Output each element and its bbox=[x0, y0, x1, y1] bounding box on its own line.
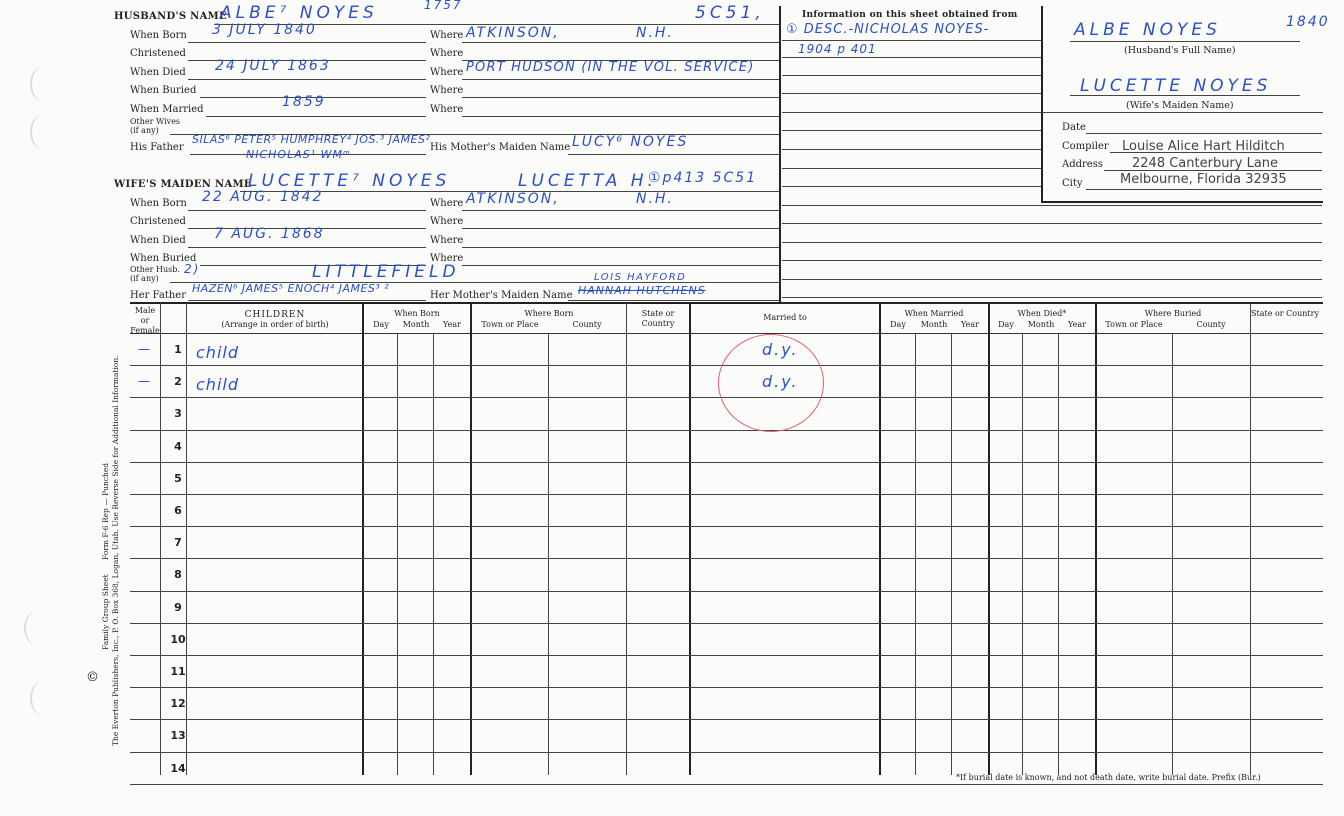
husband-married-label: When Married bbox=[130, 104, 204, 115]
copyright-mark: © bbox=[86, 670, 99, 685]
table-row bbox=[130, 624, 1323, 656]
husband-buried-label: When Buried bbox=[130, 85, 197, 96]
compiler-name: Louise Alice Hart Hilditch bbox=[1122, 139, 1285, 154]
header-buried-county: County bbox=[1196, 320, 1226, 329]
row-number: 3 bbox=[174, 407, 182, 421]
side-sheet-title: Family Group Sheet bbox=[101, 574, 110, 650]
husband-father-line2: NICHOLAS¹ WMᵐ bbox=[246, 148, 351, 161]
husband-born-state: N.H. bbox=[636, 25, 674, 41]
header-born-month: Month bbox=[402, 320, 430, 329]
address: 2248 Canterbury Lane bbox=[1132, 156, 1279, 171]
table-row bbox=[130, 463, 1323, 495]
wife-christened-label: Christened bbox=[130, 216, 186, 227]
wife-buried-label: When Buried bbox=[130, 253, 197, 264]
header-born-state: State or Country bbox=[641, 309, 675, 328]
info-line-2: 1904 p 401 bbox=[798, 42, 877, 56]
other-husb: 2) bbox=[184, 262, 201, 276]
binder-hole-1 bbox=[30, 66, 58, 102]
header-when-born: When Born bbox=[394, 309, 440, 318]
wife-mother-struck: HANNAH HUTCHENS bbox=[578, 284, 706, 297]
binder-hole-4 bbox=[30, 680, 58, 716]
row-number: 11 bbox=[170, 665, 186, 678]
wife-born: 22 AUG. 1842 bbox=[202, 189, 324, 205]
summary-wife-name: LUCETTE NOYES bbox=[1080, 76, 1272, 96]
header-sex: Male or Female bbox=[130, 306, 160, 335]
row-married-to: d.y. bbox=[762, 372, 799, 392]
row-number: 9 bbox=[174, 600, 182, 614]
header-married-year: Year bbox=[961, 320, 979, 329]
header-married-month: Month bbox=[920, 320, 948, 329]
husband-married-where-label: Where bbox=[430, 104, 464, 115]
row-number: 10 bbox=[170, 632, 186, 646]
wife-name-label: WIFE'S MAIDEN NAME bbox=[114, 179, 252, 190]
header-died-day: Day bbox=[998, 320, 1014, 329]
wife-born-state: N.H. bbox=[636, 191, 674, 207]
binder-hole-3 bbox=[24, 610, 52, 646]
wife-born-label: When Born bbox=[130, 198, 187, 209]
binder-hole-2 bbox=[30, 114, 58, 150]
row-number: 13 bbox=[170, 729, 186, 743]
address-label: Address bbox=[1062, 159, 1103, 170]
wife-father: HAZEN⁶ JAMES⁵ ENOCH⁴ JAMES³ ² bbox=[192, 282, 390, 295]
row-child-name: child bbox=[196, 343, 239, 362]
info-line-1: ① DESC.-NICHOLAS NOYES- bbox=[786, 22, 990, 37]
summary-husband-year: 1840 bbox=[1286, 14, 1330, 30]
husband-ref: 5C51, bbox=[695, 3, 765, 23]
table-row bbox=[130, 656, 1323, 688]
other-husb-label-2: (if any) bbox=[130, 274, 159, 283]
red-circle-annotation bbox=[718, 334, 824, 432]
row-number: 12 bbox=[170, 697, 186, 711]
row-number: 2 bbox=[174, 375, 182, 389]
husband-christened-where-label: Where bbox=[430, 48, 464, 59]
header-died-year: Year bbox=[1068, 320, 1086, 329]
header-where-buried: Where Buried bbox=[1144, 309, 1202, 318]
wife-christened-where-label: Where bbox=[430, 216, 464, 227]
husband-name-label: HUSBAND'S NAME bbox=[114, 11, 227, 22]
header-married-day: Day bbox=[890, 320, 906, 329]
wife-name: LUCETTE⁷ NOYES bbox=[248, 171, 451, 191]
compiler-label: Compiler bbox=[1062, 141, 1109, 152]
other-husb-label: Other Husb. bbox=[130, 265, 180, 274]
table-row bbox=[130, 559, 1323, 591]
header-when-died: When Died* bbox=[1017, 309, 1067, 318]
wife-alt-name: LUCETTA H. bbox=[518, 171, 657, 191]
husband-mother: LUCY⁶ NOYES bbox=[572, 134, 689, 150]
wife-died: 7 AUG. 1868 bbox=[214, 226, 325, 242]
header-married-to: Married to bbox=[763, 313, 807, 322]
city: Melbourne, Florida 32935 bbox=[1120, 172, 1287, 187]
info-title: Information on this sheet obtained from bbox=[802, 10, 1018, 20]
husband-born-label: When Born bbox=[130, 30, 187, 41]
other-husb-name: LITTLEFIELD bbox=[312, 262, 460, 282]
wife-born-where-label: Where bbox=[430, 198, 464, 209]
husband-name-tail: 1757 bbox=[424, 0, 463, 12]
wife-caption: (Wife's Maiden Name) bbox=[1126, 100, 1234, 111]
table-row bbox=[130, 688, 1323, 720]
header-when-married: When Married bbox=[904, 309, 964, 318]
footnote: *If burial date is known, and not death date, write burial date. Prefix (Bur.) bbox=[956, 773, 1261, 782]
row-number: 14 bbox=[170, 761, 186, 775]
header-buried-state: State or Country bbox=[1251, 309, 1319, 318]
husband-father: SILAS⁶ PETER⁵ HUMPHREY⁴ JOS.³ JAMES² bbox=[192, 133, 431, 146]
row-number: 1 bbox=[174, 343, 182, 356]
other-wives-label-2: (if any) bbox=[130, 126, 159, 135]
husband-father-label: His Father bbox=[130, 142, 184, 153]
header-children-sub: (Arrange in order of birth) bbox=[221, 320, 329, 329]
row-number: 7 bbox=[174, 536, 182, 550]
header-where-born: Where Born bbox=[524, 309, 574, 318]
row-number: 4 bbox=[174, 439, 182, 453]
wife-died-where-label: Where bbox=[430, 235, 464, 246]
header-born-county: County bbox=[572, 320, 602, 329]
husband-died: 24 JULY 1863 bbox=[215, 58, 331, 74]
row-number: 5 bbox=[174, 471, 182, 485]
header-children: CHILDREN bbox=[244, 310, 306, 320]
wife-alt-ref: ①p413 5C51 bbox=[648, 170, 758, 186]
header-born-day: Day bbox=[373, 320, 389, 329]
husband-name: ALBE⁷ NOYES bbox=[220, 3, 378, 23]
husband-mother-label: His Mother's Maiden Name bbox=[430, 142, 571, 153]
wife-buried-where-label: Where bbox=[430, 253, 464, 264]
row-child-name: child bbox=[196, 375, 239, 395]
husband-buried-where-label: Where bbox=[430, 85, 464, 96]
side-form-number: Form F-6 Rep — Punched bbox=[101, 462, 110, 560]
summary-husband-name: ALBE NOYES bbox=[1074, 20, 1221, 40]
header-buried-town: Town or Place bbox=[1105, 320, 1163, 329]
wife-died-label: When Died bbox=[130, 235, 186, 246]
table-row bbox=[130, 720, 1323, 752]
wife-mother-corrected: LOIS HAYFORD bbox=[594, 272, 687, 283]
row-married-to: d.y. bbox=[762, 340, 799, 359]
header-died-month: Month bbox=[1027, 320, 1055, 329]
row-sex: — bbox=[138, 374, 152, 389]
city-label: City bbox=[1062, 178, 1083, 189]
row-sex: — bbox=[138, 342, 152, 356]
husband-died-where-label: Where bbox=[430, 67, 464, 78]
row-number: 8 bbox=[174, 568, 182, 582]
row-number: 6 bbox=[174, 504, 182, 517]
husband-born-where: ATKINSON, bbox=[466, 25, 560, 41]
table-row bbox=[130, 431, 1323, 463]
wife-father-label: Her Father bbox=[130, 290, 186, 301]
header-born-town: Town or Place bbox=[481, 320, 539, 329]
husband-married: 1859 bbox=[282, 94, 326, 110]
table-row bbox=[130, 592, 1323, 624]
header-born-year: Year bbox=[443, 320, 461, 329]
wife-born-where: ATKINSON, bbox=[466, 191, 560, 207]
husband-christened-label: Christened bbox=[130, 48, 186, 59]
husband-born: 3 JULY 1840 bbox=[212, 22, 317, 38]
table-row bbox=[130, 527, 1323, 559]
table-row bbox=[130, 495, 1323, 527]
side-publisher: The Everton Publishers, Inc., P. O. Box 368, Logan, Utah. Use Reverse Side for Additional Information. bbox=[111, 355, 120, 746]
husband-died-where: PORT HUDSON (IN THE VOL. SERVICE) bbox=[466, 60, 755, 75]
other-wives-label: Other Wives bbox=[130, 117, 181, 126]
wife-mother-label: Her Mother's Maiden Name bbox=[430, 290, 573, 301]
date-label: Date bbox=[1062, 122, 1086, 133]
husband-caption: (Husband's Full Name) bbox=[1124, 45, 1236, 56]
husband-died-label: When Died bbox=[130, 67, 186, 78]
husband-born-where-label: Where bbox=[430, 30, 464, 41]
